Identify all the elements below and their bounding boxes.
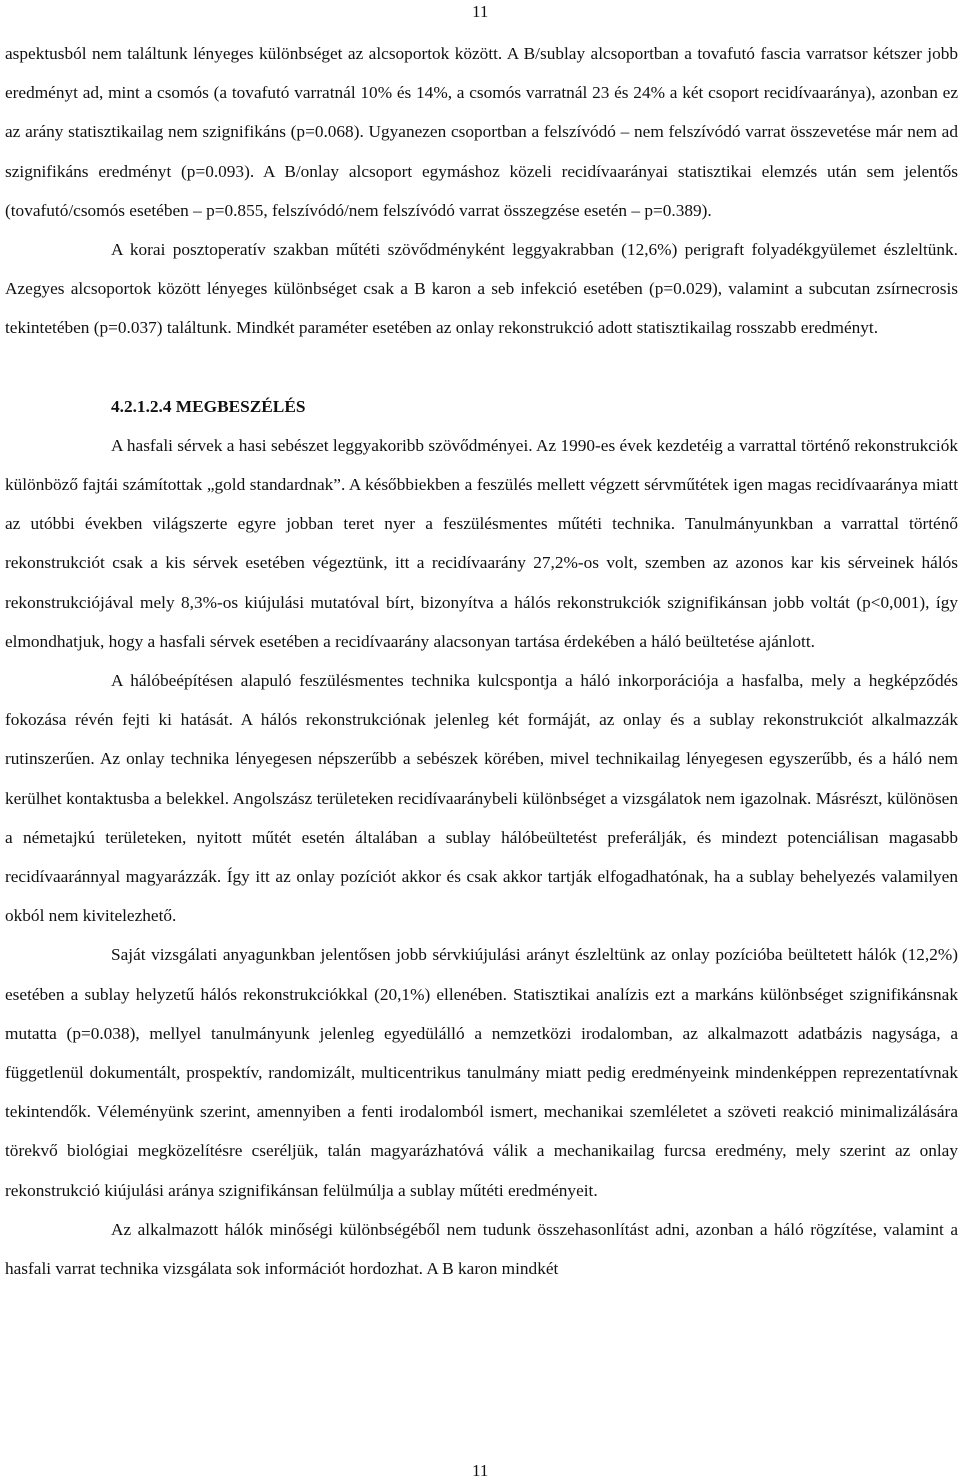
paragraph-discussion-2: A hálóbeépítésen alapuló feszülésmentes technika kulcspontja a háló inkorporációja a hasfalba, mely a hegképződés fokozása révén fejti ki hatását. A hálós rekonstrukciónak jelenleg két formáját, az onlay és a sublay rekonstrukciót alkalmazzák rutinszerűen. Az onlay technika lényegesen népszerűbb a sebészek körében, mivel technikailag lényegesen egyszerűbb, és a háló nem kerülhet kontaktusba a belekkel. Angolszász területeken recidívaaránybeli különbséget a vizsgálatok nem igazolnak. Másrészt, különösen a németajkú területeken, nyitott műtét esetén általában a sublay hálóbeültetést preferálják, és mindezt potenciálisan magasabb recidívaaránnyal magyarázzák. Így itt az onlay pozíciót akkor és csak akkor tartják elfogadhatónak, ha a sublay behelyezés valamilyen okból nem kivitelezhető. bbox=[5, 671, 958, 926]
paragraph-complications: A korai posztoperatív szakban műtéti szövődményként leggyakrabban (12,6%) perigraft folyadékgyülemet észleltünk. Azegyes alcsoportok között lényeges különbséget csak a B karon a seb infekció esetében (p=0.029), valamint a subcutan zsírnecrosis tekintetében (p=0.037) találtunk. Mindkét paraméter esetében az onlay rekonstrukció adott statisztikailag rosszabb eredményt. bbox=[5, 240, 958, 338]
paragraph-discussion-1: A hasfali sérvek a hasi sebészet leggyakoribb szövődményei. Az 1990-es évek kezdetéig a varrattal történő rekonstrukciók különböző fajtái számítottak „gold standardnak”. A későbbiekben a feszülés mellett végzett sérvműtétek igen magas recidívaaránya miatt az utóbbi években világszerte egyre jobban teret nyer a feszülésmentes műtéti technika. Tanulmányunkban a varrattal történő rekonstrukciót csak a kis sérvek esetében végeztünk, itt a recidívaarány 27,2%-os volt, szemben az azonos kar kis sérveinek hálós rekonstrukciójával mely 8,3%-os kiújulási mutatóval bírt, bizonyítva a hálós rekonstrukciók szignifikánsan jobb voltát (p<0,001), így elmondhatjuk, hogy a hasfali sérvek esetében a recidívaarány alacsonyan tartása érdekében a háló beültetése ajánlott. bbox=[5, 435, 958, 651]
page-number-top: 11 bbox=[472, 2, 489, 21]
paragraph-results-sutures: aspektusból nem találtunk lényeges különbséget az alcsoportok között. A B/sublay alcsoportban a tovafutó fascia varratsor kétszer jobb eredményt ad, mint a csomós (a tovafutó varratnál 10% és 14%, a csomós varratnál 23 és 24% a két csoport recidívaaránya), azonban ez az arány statisztikailag nem szignifikáns (p=0.068). Ugyanezen csoportban a felszívódó – nem felszívódó varrat összevetése már nem ad szignifikáns eredményt (p=0.093). A B/onlay alcsoport egymáshoz közeli recidívaarányai statisztikai elemzés után sem jelentős (tovafutó/csomós esetében – p=0.855, felszívódó/nem felszívódó varrat összegzése esetén – p=0.389). bbox=[5, 44, 958, 220]
paragraph-discussion-3: Saját vizsgálati anyagunkban jelentősen jobb sérvkiújulási arányt észleltünk az onlay pozícióba beültetett hálók (12,2%) esetében a sublay helyzetű hálós rekonstrukciókkal (20,1%) ellenében. Statisztikai analízis ezt a markáns különbséget szignifikánsnak mutatta (p=0.038), mellyel tanulmányunk jelenleg egyedülálló a nemzetközi irodalomban, az alkalmazott adatbázis nagysága, a függetlenül dokumentált, prospektív, randomizált, multicentrikus tanulmány miatt pedig eredményeink mindenképpen reprezentatívnak tekintendők. Véleményünk szerint, amennyiben a fenti irodalomból ismert, mechanikai szemléletet a szöveti reakció minimalizálására törekvő biológiai megközelítésre cseréljük, talán magyarázhatóvá válik a mechanikailag furcsa eredmény, mely szerint az onlay rekonstrukció kiújulási aránya szignifikánsan felülmúlja a sublay műtéti eredményeit. bbox=[5, 945, 958, 1200]
page-number-bottom: 11 bbox=[472, 1461, 489, 1480]
section-heading: 4.2.1.2.4 MEGBESZÉLÉS bbox=[111, 396, 306, 416]
document-body bbox=[5, 34, 958, 1288]
paragraph-discussion-4: Az alkalmazott hálók minőségi különbségéből nem tudunk összehasonlítást adni, azonban a háló rögzítése, valamint a hasfali varrat technika vizsgálata sok információt hordozhat. A B karon mindkét bbox=[5, 1219, 958, 1279]
